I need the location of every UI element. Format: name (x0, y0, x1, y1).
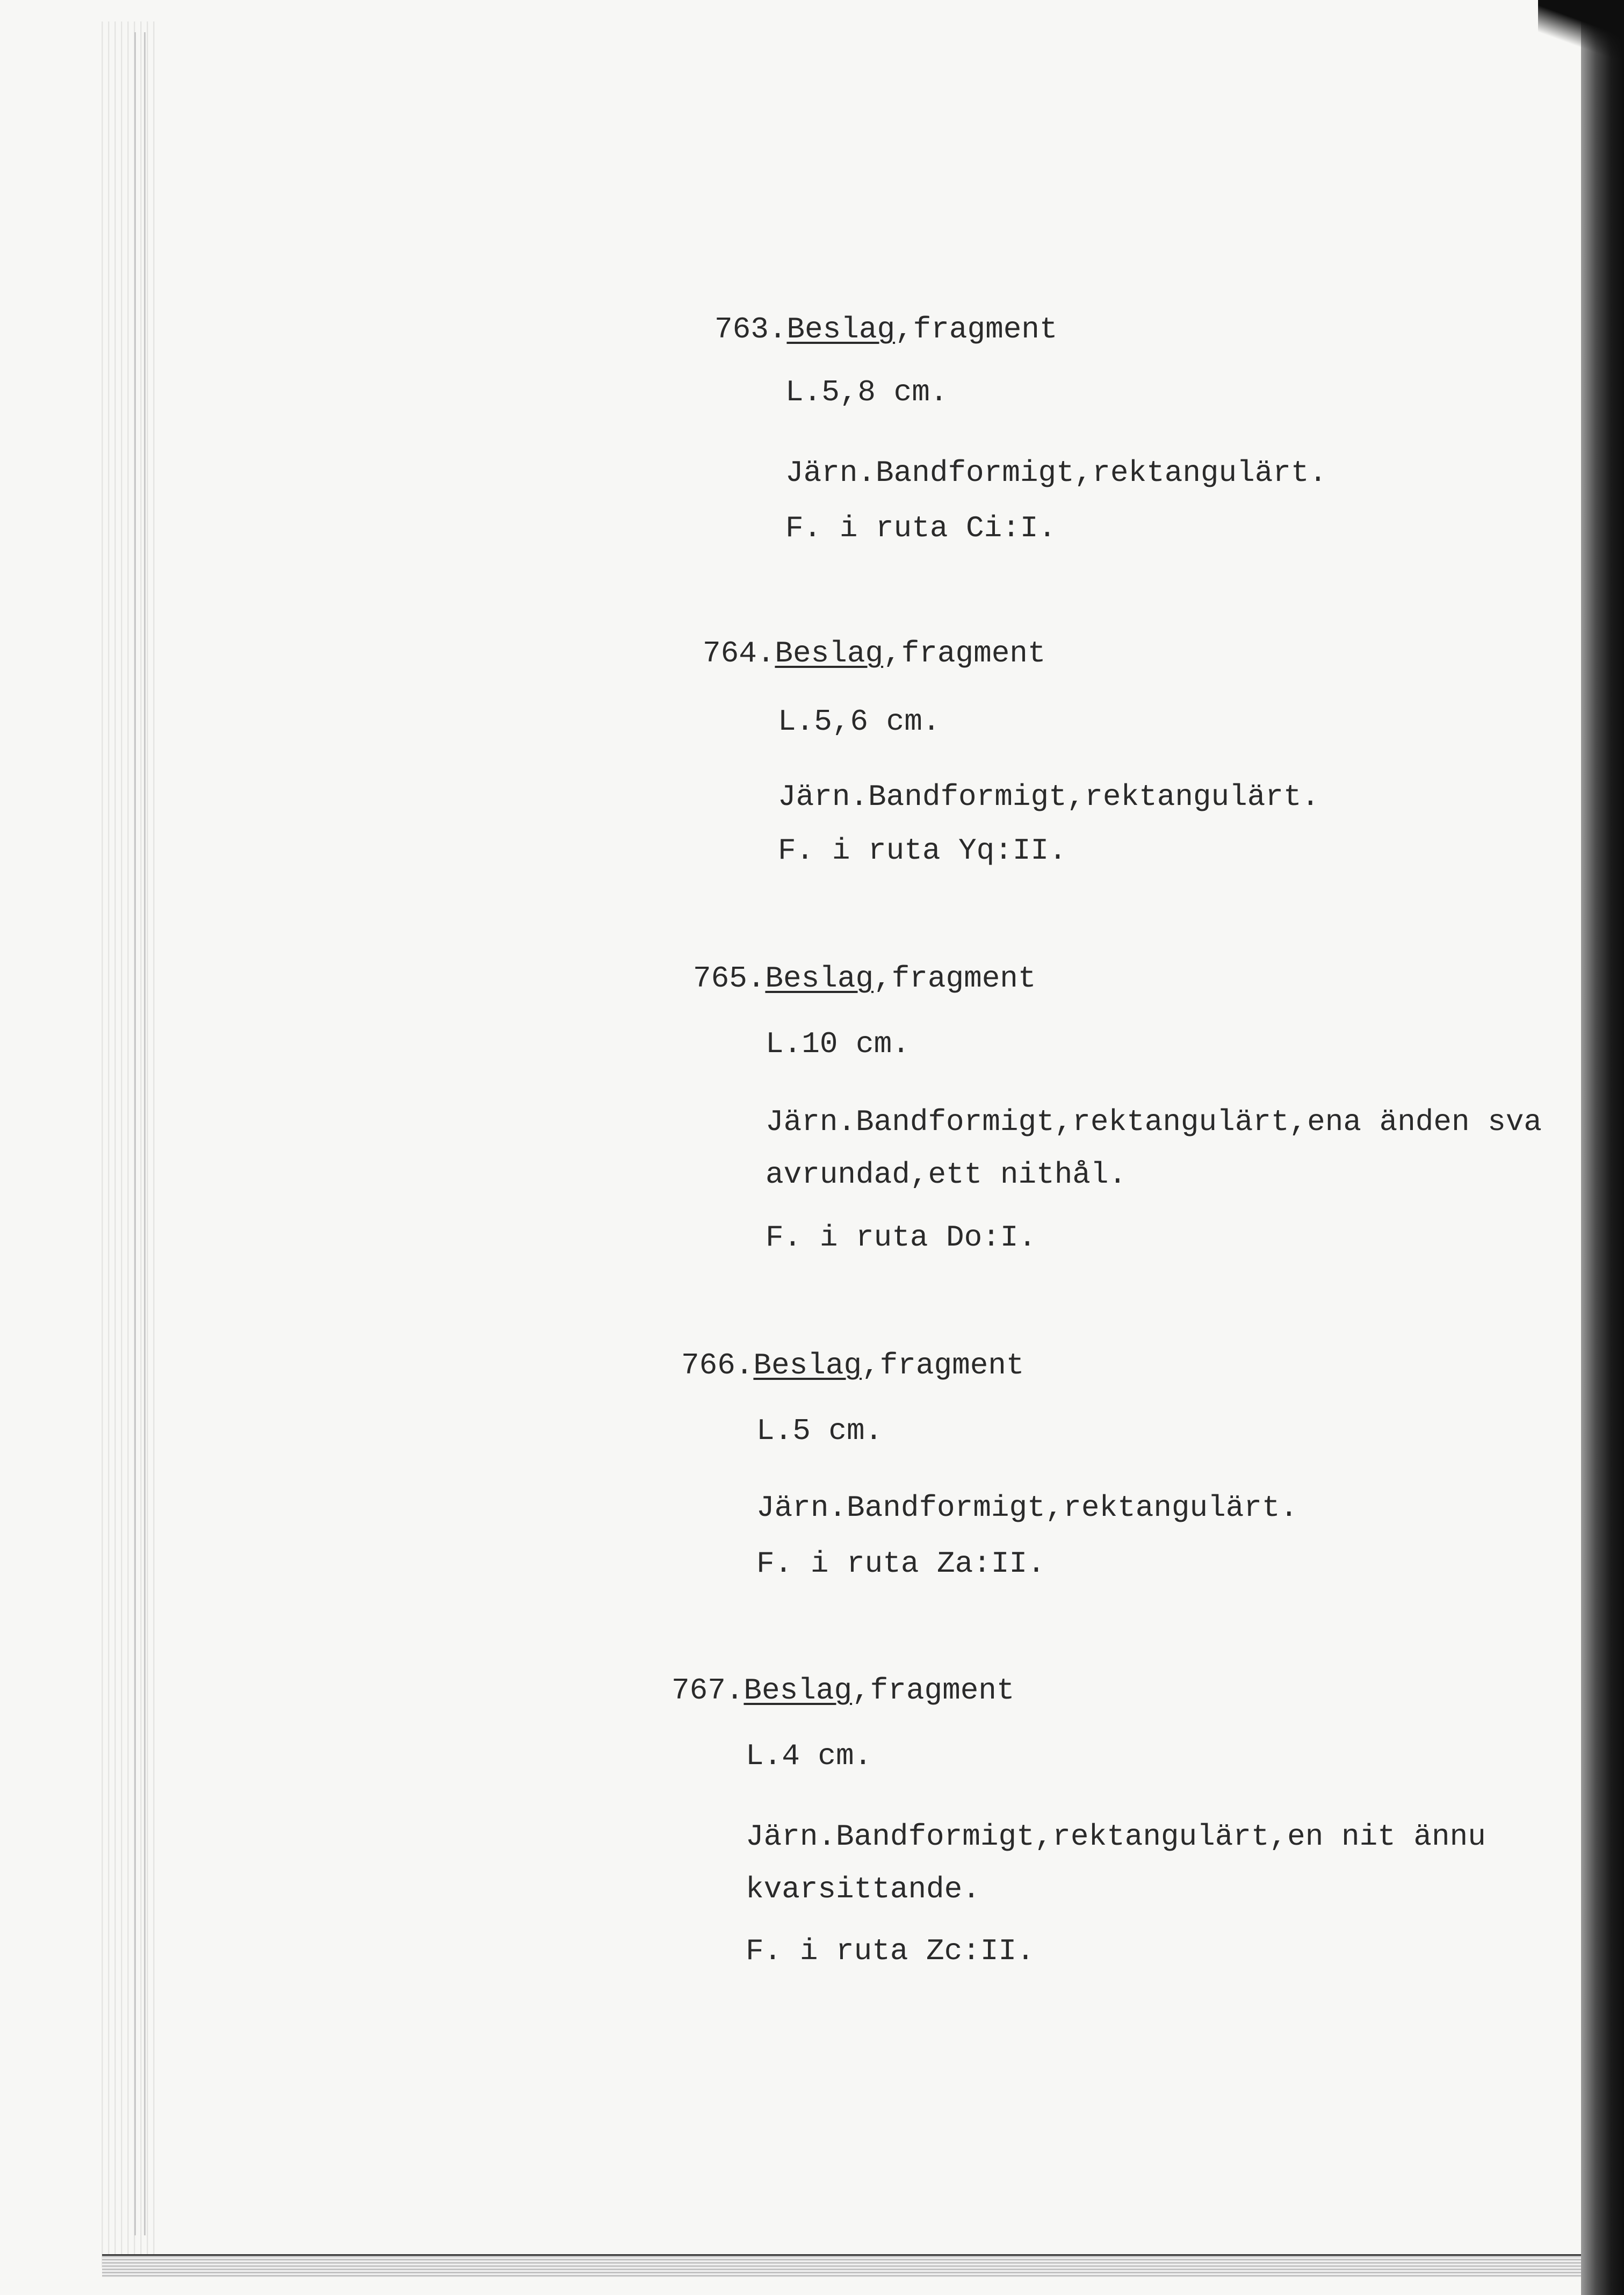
entry-heading (681, 1348, 1024, 1383)
entry-subtitle: ,fragment (895, 312, 1058, 347)
entry-description: Järn.Bandformigt,rektangulärt. (778, 780, 1320, 814)
entry-description: Järn.Bandformigt,rektangulärt,en nit ännu (746, 1819, 1486, 1854)
entry-heading (693, 963, 1036, 994)
entry-title: Beslag (765, 961, 874, 996)
entry-description: Järn.Bandformigt,rektangulärt. (785, 456, 1327, 490)
entry-length: L.5,8 cm. (785, 375, 948, 409)
entry-number: 766. (681, 1348, 754, 1383)
entry-length: L.5 cm. (756, 1414, 883, 1448)
entry-findspot: F. i ruta Za:II. (756, 1546, 1045, 1581)
page-binding-edge (97, 21, 156, 2268)
entry-heading (703, 636, 1046, 671)
entry-title: Beslag (744, 1673, 853, 1708)
entry-description-continued: kvarsittande. (746, 1872, 980, 1906)
entry-description: Järn.Bandformigt,rektangulärt,ena änden sva (766, 1105, 1542, 1139)
entry-number: 764. (703, 636, 775, 671)
entry-length: L.10 cm. (766, 1027, 910, 1061)
entry-length: L.4 cm. (746, 1739, 872, 1773)
entry-subtitle: ,fragment (883, 636, 1046, 671)
entry-heading (714, 312, 1058, 347)
entry-length: L.5,6 cm. (778, 704, 941, 739)
entry-number: 767. (672, 1673, 744, 1708)
entry-findspot: F. i ruta Zc:II. (746, 1934, 1035, 1968)
entry-title: Beslag (786, 312, 896, 347)
entry-number: 765. (693, 961, 766, 996)
binding-line (144, 32, 146, 2235)
bottom-page-edge (102, 2254, 1581, 2277)
entry-description-continued: avrundad,ett nithål. (766, 1157, 1127, 1192)
entry-heading (672, 1675, 1015, 1706)
page-corner-curl (1538, 0, 1624, 59)
entry-title: Beslag (753, 1348, 862, 1383)
right-page-edge (1581, 0, 1624, 2295)
entry-findspot: F. i ruta Ci:I. (785, 511, 1057, 545)
entry-title: Beslag (775, 636, 884, 671)
entry-number: 763. (714, 312, 787, 347)
entry-subtitle: ,fragment (874, 961, 1036, 996)
entry-findspot: F. i ruta Yq:II. (778, 833, 1067, 868)
entry-subtitle: ,fragment (862, 1348, 1024, 1383)
entry-description: Järn.Bandformigt,rektangulärt. (756, 1491, 1298, 1525)
entry-subtitle: ,fragment (852, 1673, 1015, 1708)
binding-line (134, 32, 136, 2235)
entry-findspot: F. i ruta Do:I. (766, 1220, 1037, 1255)
